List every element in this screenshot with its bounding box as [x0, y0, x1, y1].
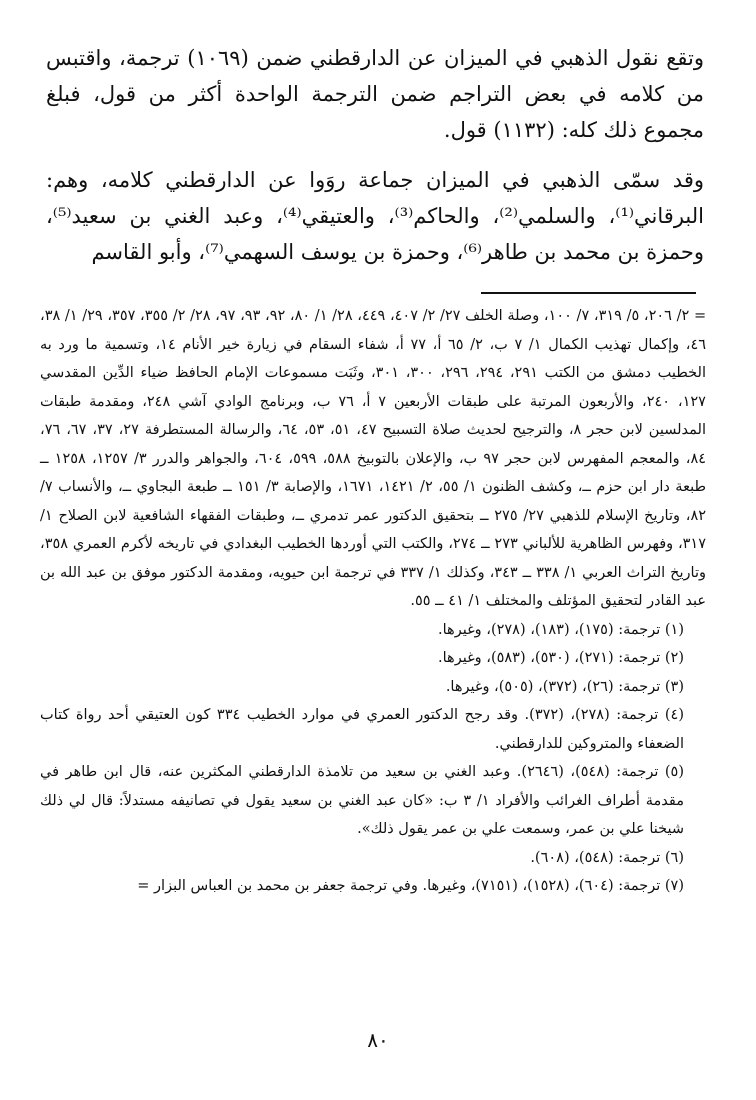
- footnote-5: (٥) ترجمة: (٥٤٨)، (٢٦٤٦). وعبد الغني بن سعيد من تلامذة الدارقطني المكثرين عنه، قال ابن طاهر في مقدمة أطراف الغرائب والأفراد ١/ ٣ ب: «كان عبد الغني بن سعيد يقول في تصانيفه مستدلاً: قال لي ذلك شيخنا علي بن عمر، وسمعت علي بن عمر يقول ذلك».: [40, 764, 684, 837]
- paragraph-narrators: وقد سمّى الذهبي في الميزان جماعة روَوا عن الدارقطني كلامه، وهم: البرقاني⁽¹⁾، والسلمي⁽²⁾، والحاكم⁽³⁾، والعتيقي⁽⁴⁾، وعبد الغني بن سعيد⁽⁵⁾، وحمزة بن محمد بن طاهر⁽⁶⁾، وحمزة بن يوسف السهمي⁽⁷⁾، وأبو القاسم: [46, 168, 704, 264]
- paragraph-quotation-count: وتقع نقول الذهبي في الميزان عن الدارقطني ضمن (١٠٦٩) ترجمة، واقتبس من كلامه في بعض التراجم ضمن الترجمة الواحدة أكثر من قول، فبلغ مجموع ذلك كله: (١١٣٢) قول.: [46, 46, 704, 142]
- footnote-1: (١) ترجمة: (١٧٥)، (١٨٣)، (٢٧٨)، وغيرها.: [438, 621, 684, 638]
- footnote-separator: [481, 292, 696, 294]
- footnote-3: (٣) ترجمة: (٢٦)، (٣٧٢)، (٥٠٥)، وغيرها.: [445, 678, 684, 695]
- footnote-6: (٦) ترجمة: (٥٤٨)، (٦٠٨).: [530, 849, 684, 866]
- page-number: ٨٠: [367, 1028, 389, 1052]
- footnote-2: (٢) ترجمة: (٢٧١)، (٥٣٠)، (٥٨٣)، وغيرها.: [438, 650, 684, 666]
- footnote-4: (٤) ترجمة: (٢٧٨)، (٣٧٢). وقد رجح الدكتور العمري في موارد الخطيب ٣٣٤ كون العتيقي أحد رواة كتاب الضعفاء والمتروكين للدارقطني.: [40, 707, 684, 752]
- footnote-continuation: = ٢/ ٢٠٦، ٥/ ٣١٩، ٧/ ١٠٠، وصلة الخلف ٢٧/ ٢/ ٤٠٧، ٤٤٩، ٢٨/ ١/ ٨٠، ٩٢، ٩٣، ٩٧، ٢٨/ ٢/ ٣٥٥، ٣٥٧، ٢٩/ ١/ ٣٨، ٤٦، وإكمال تهذيب الكمال ١/ ٧ ب، ٢/ ٦٥ أ، ٧٧ أ، شفاء السقام في زيارة خير الأنام ١٤، وتسمية ما ورد به الخطيب دمشق من الكتب ٢٩١، ٢٩٤، ٢٩٦، ٣٠٠، ٣٠١، وثَبَت مسموعات الإمام الحافظ ضياء الدِّين المقدسي ١٢٧، ٢٤٠، والأربعون المرتبة على طبقات الأربعين ٧ أ، ٧٦ ب، وبرنامج الوادي آشي ٢٤٨، ومقدمة طبقات المدلسين لابن حجر ٨، والترجيح لحديث صلاة التسبيح ٤٧، ٥١، ٥٣، ٦٤، والرسالة المستطرفة ٢٧، ٣٧، ٦٧، ٧٦، ٨٤، والمعجم المفهرس لابن حجر ٩٧ ب، والإعلان بالتوبيخ ٥٨٨، ٥٩٩، ٦٠٤، والجواهر والدرر ٣/ ١٢٥٧، ١٢٥٨ ــ طبعة دار ابن حزم ــ، وكشف الظنون ١/ ٥٥، ٢/ ١٤٢١، ١٦٧١، والإصابة ٣/ ١٥١ ــ طبعة البجاوي ــ، والأنساب ٧/ ٨٢، وتاريخ الإسلام للذهبي ٢٧/ ٢٧٥ ــ بتحقيق الدكتور عمر تدمري ــ، وطبقات الفقهاء الشافعية لابن الصلاح ١/ ٣١٧، وفهرس الظاهرية للألباني ٢٧٣ ــ ٢٧٤، والكتب التي أوردها الخطيب البغدادي في تاريخه لأكرم العمري ٣٥٨، وتاريخ التراث العربي ١/ ٣٣٨ ــ ٣٤٣، وكذلك ١/ ٣٣٧ في ترجمة ابن حيويه، ومقدمة الدكتور موفق بن عبد الله بن عبد القادر لتحقيق المؤتلف والمختلف ١/ ٤١ ــ ٥٥.: [40, 308, 707, 609]
- footnotes: [40, 302, 706, 901]
- main-text: [46, 40, 704, 270]
- footnote-7: (٧) ترجمة: (٦٠٤)، (١٥٢٨)، (٧١٥١)، وغيرها. وفي ترجمة جعفر بن محمد بن العباس البزار =: [137, 878, 684, 894]
